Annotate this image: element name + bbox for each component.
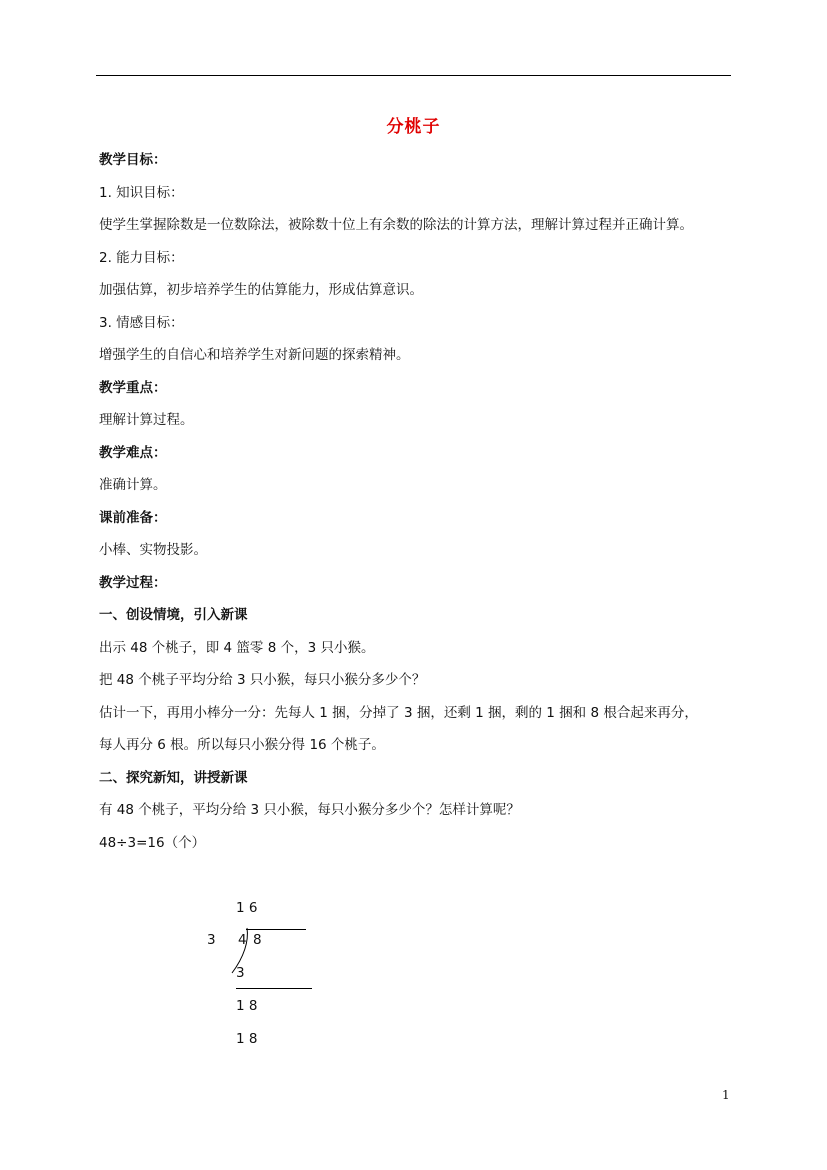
key-point-text: 理解计算过程。 bbox=[99, 412, 194, 428]
section-two-heading: 二、探究新知，讲授新课 bbox=[99, 770, 248, 786]
division-subtract-rule bbox=[236, 988, 312, 989]
heading-difficulty: 教学难点： bbox=[99, 445, 167, 461]
page-number: 1 bbox=[722, 1088, 730, 1102]
difficulty-text: 准确计算。 bbox=[99, 477, 167, 493]
equation: 48÷3=16（个） bbox=[99, 835, 206, 851]
division-step3: 1 8 bbox=[236, 1031, 258, 1047]
goal-knowledge-text: 使学生掌握除数是一位数除法，被除数十位上有余数的除法的计算方法，理解计算过程并正确计算。 bbox=[99, 217, 693, 233]
section-two-p1: 有 48 个桃子，平均分给 3 只小猴，每只小猴分多少个？怎样计算呢？ bbox=[99, 802, 520, 818]
header-rule bbox=[96, 75, 731, 76]
heading-key-point: 教学重点： bbox=[99, 380, 167, 396]
division-dividend-ones: 8 bbox=[253, 932, 262, 948]
division-step2: 1 8 bbox=[236, 998, 258, 1014]
division-quotient: 1 6 bbox=[236, 900, 258, 916]
section-one-p4: 每人再分 6 根。所以每只小猴分得 16 个桃子。 bbox=[99, 737, 385, 753]
goal-ability-heading: 2. 能力目标： bbox=[99, 250, 184, 266]
section-one-p2: 把 48 个桃子平均分给 3 只小猴，每只小猴分多少个？ bbox=[99, 672, 426, 688]
division-bar bbox=[246, 929, 306, 930]
goal-emotion-heading: 3. 情感目标： bbox=[99, 315, 184, 331]
heading-process: 教学过程： bbox=[99, 575, 167, 591]
section-one-p1: 出示 48 个桃子，即 4 篮零 8 个，3 只小猴。 bbox=[99, 640, 375, 656]
division-dividend-tens: 4 bbox=[238, 932, 247, 948]
goal-ability-text: 加强估算，初步培养学生的估算能力，形成估算意识。 bbox=[99, 282, 423, 298]
section-one-heading: 一、创设情境，引入新课 bbox=[99, 607, 248, 623]
heading-preparation: 课前准备： bbox=[99, 510, 167, 526]
document-title: 分桃子 bbox=[386, 117, 441, 137]
division-step1: 3 bbox=[236, 965, 245, 981]
division-divisor: 3 bbox=[207, 932, 216, 948]
section-one-p3: 估计一下，再用小棒分一分：先每人 1 捆，分掉了 3 捆，还剩 1 捆，剩的 1 捆和 8 根合起来再分， bbox=[99, 705, 698, 721]
goal-knowledge-heading: 1. 知识目标： bbox=[99, 185, 184, 201]
heading-teaching-goals: 教学目标： bbox=[99, 152, 167, 168]
preparation-text: 小棒、实物投影。 bbox=[99, 542, 207, 558]
goal-emotion-text: 增强学生的自信心和培养学生对新问题的探索精神。 bbox=[99, 347, 410, 363]
